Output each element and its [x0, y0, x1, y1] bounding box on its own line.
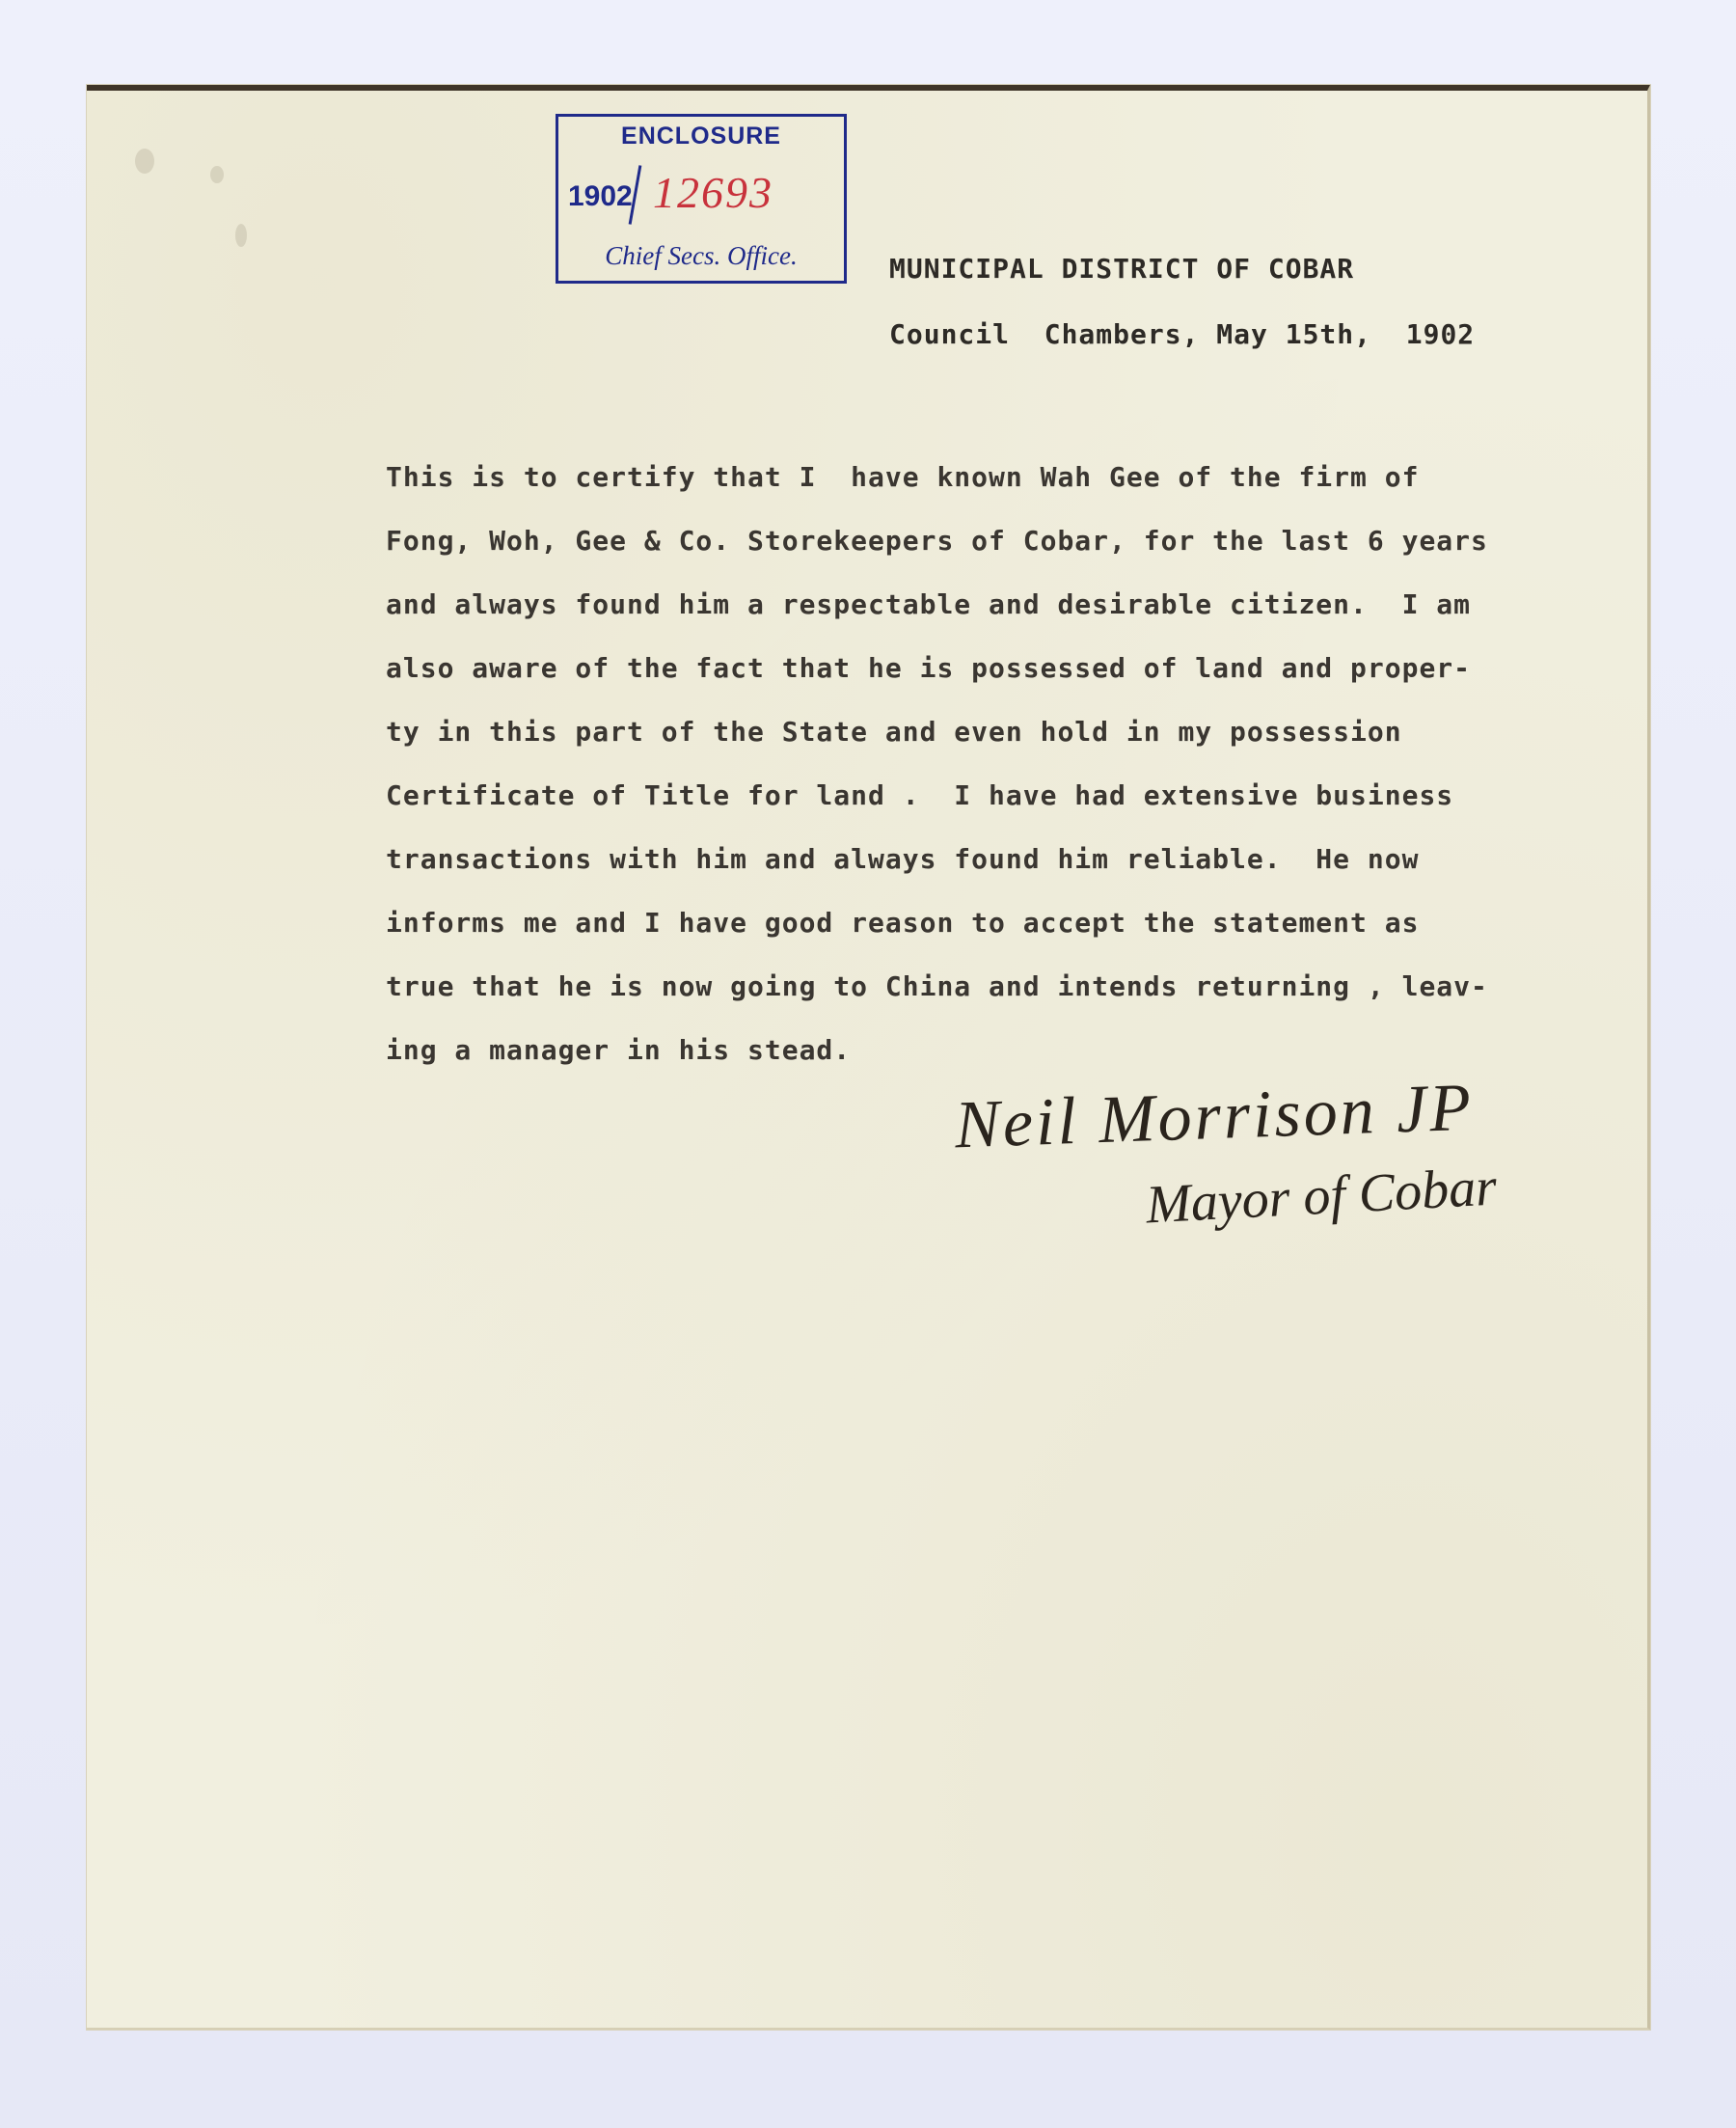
letterhead-dateline: Council Chambers, May 15th, 1902	[889, 318, 1476, 350]
stamp-title: ENCLOSURE	[621, 123, 781, 150]
signature-title: Mayor of Cobar	[1144, 1157, 1499, 1236]
body-line: ty in this part of the State and even hold in my possession	[386, 716, 1402, 748]
body-line: informs me and I have good reason to accept the statement as	[386, 907, 1420, 939]
letter-body	[386, 446, 1640, 1082]
body-line: ing a manager in his stead.	[386, 1034, 852, 1066]
body-line: Fong, Woh, Gee & Co. Storekeepers of Cobar, for the last 6 years	[386, 525, 1488, 557]
paper-mark	[210, 166, 224, 183]
enclosure-stamp	[556, 114, 847, 284]
body-line: This is to certify that I have known Wah Gee of the firm of	[386, 461, 1420, 493]
body-line: also aware of the fact that he is possessed of land and proper-	[386, 652, 1472, 684]
stamp-number: 12693	[653, 168, 773, 217]
body-line: transactions with him and always found him reliable. He now	[386, 843, 1420, 875]
signature-name: Neil Morrison JP	[953, 1070, 1476, 1163]
body-line: and always found him a respectable and desirable citizen. I am	[386, 588, 1472, 620]
paper-mark	[235, 224, 247, 247]
letterhead-heading: MUNICIPAL DISTRICT OF COBAR	[889, 253, 1355, 285]
stamp-office: Chief Secs. Office.	[605, 241, 798, 270]
stamp-year: 1902	[568, 180, 633, 212]
body-line: true that he is now going to China and intends returning , leav-	[386, 970, 1488, 1002]
body-line: Certificate of Title for land . I have had extensive business	[386, 779, 1454, 811]
paper-mark	[135, 149, 154, 174]
